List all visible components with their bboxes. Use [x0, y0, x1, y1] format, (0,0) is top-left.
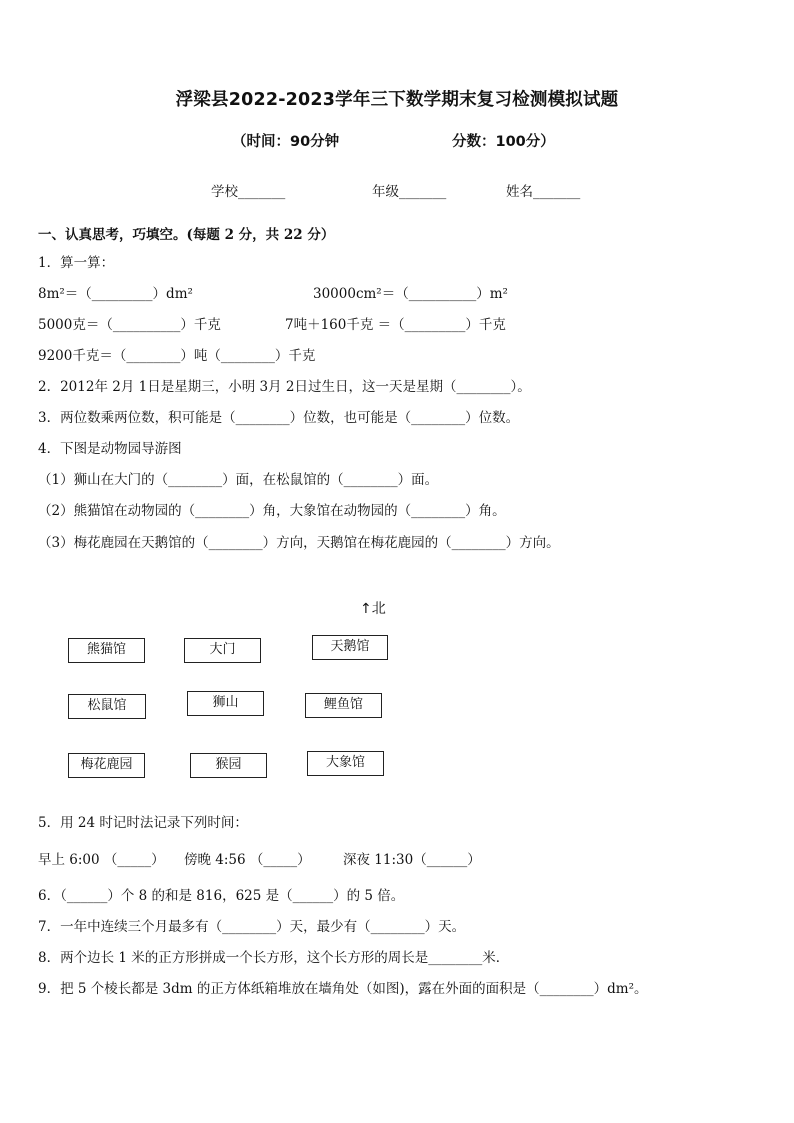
map-carp: 鲤鱼馆	[305, 693, 382, 718]
exam-time: （时间：90分钟	[232, 134, 340, 150]
map-swan: 天鹅馆	[312, 635, 388, 660]
question-5a: 早上 6:00 （_____）	[38, 852, 165, 868]
question-1c: 5000克＝（__________）千克	[38, 317, 221, 333]
question-1a: 8m²＝（_________）dm²	[38, 286, 193, 302]
question-2: 2．2012年 2月 1日是星期三，小明 3月 2日过生日，这一天是星期（________）。	[38, 379, 531, 395]
question-3: 3．两位数乘两位数，积可能是（________）位数，也可能是（________）位数。	[38, 410, 520, 426]
question-4-3: （3）梅花鹿园在天鹅馆的（________）方向，天鹅馆在梅花鹿园的（________）方向。	[38, 535, 560, 551]
north-indicator: ↑北	[360, 601, 386, 617]
question-4-1: （1）狮山在大门的（________）面，在松鼠馆的（________）面。	[38, 472, 439, 488]
question-1e: 9200千克＝（________）吨（________）千克	[38, 348, 316, 364]
page-title: 浮梁县2022-2023学年三下数学期末复习检测模拟试题	[175, 90, 619, 110]
map-gate: 大门	[184, 638, 261, 663]
question-5b: 傍晚 4:56 （_____）	[184, 852, 311, 868]
grade-field: 年级_______	[372, 184, 447, 200]
question-7: 7．一年中连续三个月最多有（________）天，最少有（________）天。	[38, 919, 466, 935]
map-lion: 狮山	[187, 691, 264, 716]
name-field: 姓名_______	[506, 184, 581, 200]
question-4-2: （2）熊猫馆在动物园的（________）角，大象馆在动物园的（________）角。	[38, 503, 506, 519]
map-squirrel: 松鼠馆	[68, 694, 146, 719]
question-1-title: 1．算一算：	[38, 255, 115, 271]
question-5-title: 5．用 24 时记时法记录下列时间：	[38, 815, 248, 831]
question-6: 6．（______）个 8 的和是 816，625 是（______）的 5 倍。	[38, 888, 405, 904]
question-8: 8．两个边长 1 米的正方形拼成一个长方形，这个长方形的周长是________米．	[38, 950, 510, 966]
question-9: 9．把 5 个棱长都是 3dm 的正方体纸箱堆放在墙角处（如图)，露在外面的面积是（________）dm²。	[38, 981, 648, 997]
question-4-title: 4．下图是动物园导游图	[38, 441, 182, 457]
map-elephant: 大象馆	[307, 751, 384, 776]
section-heading: 一、认真思考，巧填空。(每题 2 分，共 22 分）	[38, 227, 335, 243]
map-monkey: 猴园	[190, 753, 267, 778]
question-5c: 深夜 11:30（______）	[343, 852, 481, 868]
school-field: 学校_______	[211, 184, 286, 200]
question-1d: 7吨＋160千克 ＝（_________）千克	[285, 317, 506, 333]
map-panda: 熊猫馆	[68, 638, 145, 663]
exam-score: 分数：100分）	[452, 134, 555, 150]
map-deer: 梅花鹿园	[68, 753, 145, 778]
question-1b: 30000cm²＝（__________）m²	[313, 286, 508, 302]
